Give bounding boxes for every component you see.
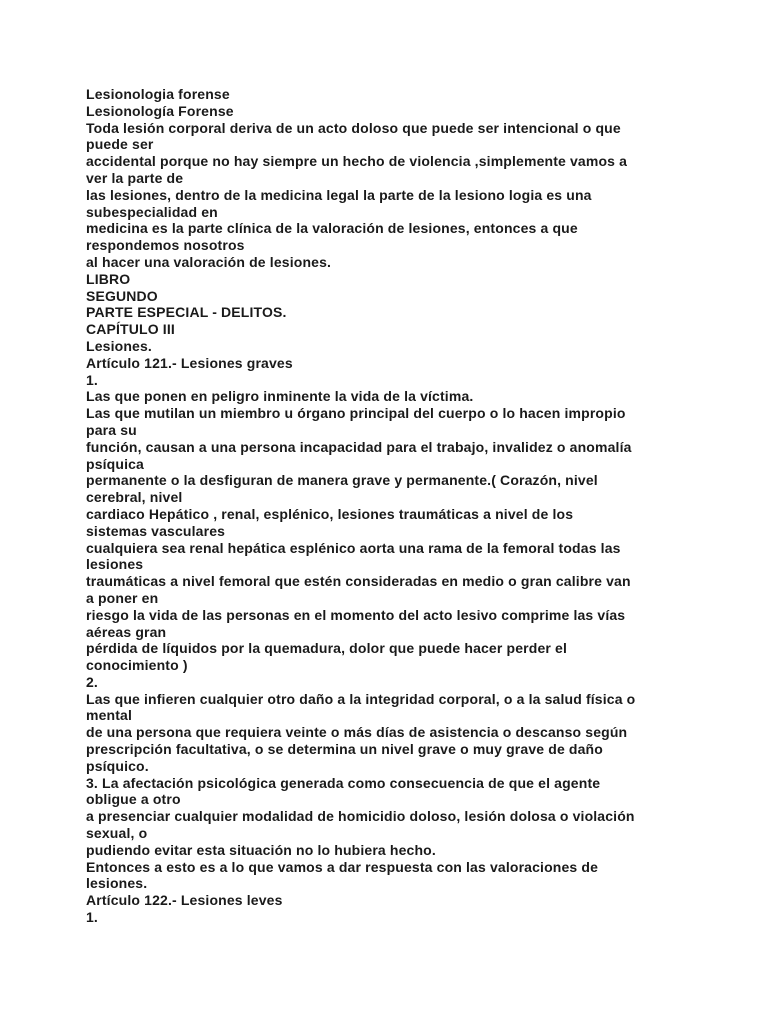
text-line: de una persona que requiera veinte o más días de asistencia o descanso según <box>86 724 628 741</box>
text-line: aéreas gran <box>86 623 167 640</box>
book-heading: SEGUNDO <box>86 287 158 304</box>
text-line: función, causan a una persona incapacidad para el trabajo, invalidez o anomalía <box>86 438 632 455</box>
text-line: a poner en <box>86 589 159 606</box>
text-line: accidental porque no hay siempre un hecho de violencia ,simplemente vamos a <box>86 153 628 170</box>
text-line: riesgo la vida de las personas en el momento del acto lesivo comprime las vías <box>86 606 626 623</box>
text-line: Las que ponen en peligro inminente la vida de la víctima. <box>86 388 474 405</box>
text-line: Entonces a esto es a lo que vamos a dar respuesta con las valoraciones de <box>86 858 599 875</box>
text-line: mental <box>86 707 133 724</box>
book-heading: LIBRO <box>86 270 131 287</box>
text-line: cardiaco Hepático , renal, esplénico, lesiones traumáticas a nivel de los <box>86 505 574 522</box>
text-line: pudiendo evitar esta situación no lo hubiera hecho. <box>86 841 436 858</box>
text-line: psíquico. <box>86 757 149 774</box>
text-line: psíquica <box>86 455 144 472</box>
text-line: puede ser <box>86 136 154 153</box>
text-line: traumáticas a nivel femoral que estén consideradas en medio o gran calibre van <box>86 573 631 590</box>
text-line: respondemos nosotros <box>86 237 245 254</box>
text-line: Las que mutilan un miembro u órgano principal del cuerpo o lo hacen impropio <box>86 405 626 422</box>
text-line: obligue a otro <box>86 791 181 808</box>
text-line: Toda lesión corporal deriva de un acto doloso que puede ser intencional o que <box>86 119 621 136</box>
article-heading: Artículo 121.- Lesiones graves <box>86 354 293 371</box>
chapter-title: Lesiones. <box>86 337 152 354</box>
item-number: 1. <box>86 909 98 926</box>
text-line: 3. La afectación psicológica generada como consecuencia de que el agente <box>86 774 601 791</box>
text-line: para su <box>86 421 137 438</box>
text-line: lesiones <box>86 556 144 573</box>
item-number: 1. <box>86 371 98 388</box>
doc-subtitle: Lesionología Forense <box>86 102 234 119</box>
text-line: sexual, o <box>86 825 148 842</box>
text-line: medicina es la parte clínica de la valoración de lesiones, entonces a que <box>86 220 578 237</box>
text-line: Las que infieren cualquier otro daño a la integridad corporal, o a la salud física o <box>86 690 636 707</box>
chapter-heading: CAPÍTULO III <box>86 321 175 338</box>
text-line: a presenciar cualquier modalidad de homicidio doloso, lesión dolosa o violación <box>86 808 635 825</box>
text-line: prescripción facultativa, o se determina un nivel grave o muy grave de daño <box>86 741 603 758</box>
article-heading: Artículo 122.- Lesiones leves <box>86 892 283 909</box>
text-line: lesiones. <box>86 875 148 892</box>
text-line: sistemas vasculares <box>86 522 226 539</box>
text-line: ver la parte de <box>86 169 184 186</box>
part-heading: PARTE ESPECIAL - DELITOS. <box>86 304 287 321</box>
item-number: 2. <box>86 673 98 690</box>
text-line: al hacer una valoración de lesiones. <box>86 253 332 270</box>
text-line: las lesiones, dentro de la medicina legal la parte de la lesiono logia es una <box>86 186 592 203</box>
text-line: cerebral, nivel <box>86 489 183 506</box>
document-body <box>86 86 686 926</box>
text-line: cualquiera sea renal hepática esplénico aorta una rama de la femoral todas las <box>86 539 621 556</box>
doc-title: Lesionologia forense <box>86 86 230 102</box>
text-line: conocimiento ) <box>86 657 188 674</box>
text-line: pérdida de líquidos por la quemadura, dolor que puede hacer perder el <box>86 640 567 657</box>
text-line: subespecialidad en <box>86 203 218 220</box>
text-line: permanente o la desfiguran de manera grave y permanente.( Corazón, nivel <box>86 472 598 489</box>
